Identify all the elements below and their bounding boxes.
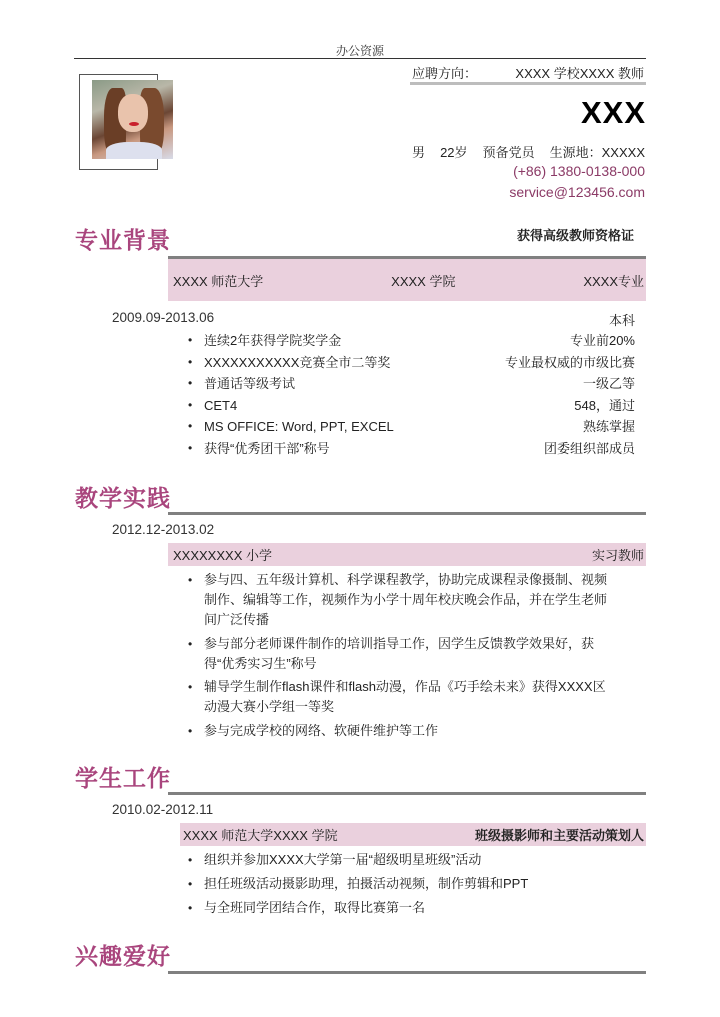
teaching-band	[168, 543, 646, 566]
email-address: service@123456.com	[509, 184, 645, 200]
list-item: • 担任班级活动摄影助理，拍摄活动视频，制作剪辑和PPT	[188, 872, 608, 896]
degree: 本科	[608, 313, 635, 328]
page-header: 办公资源	[335, 44, 384, 58]
teaching-org: XXXXXXXX 小学	[173, 548, 272, 563]
apply-label: 应聘方向：	[412, 66, 478, 81]
political-status: 预备党员	[482, 145, 535, 160]
section-title-education: 专业背景	[75, 227, 171, 253]
student-work-items	[188, 848, 608, 920]
photo-face	[118, 94, 148, 132]
photo-lips	[129, 122, 139, 126]
major-name: XXXX专业	[583, 273, 644, 289]
list-item: • 辅导学生制作flash课件和flash动漫，作品《巧手绘未来》获得XXXX区动漫大赛小学组一等奖	[188, 677, 608, 717]
personal-info	[412, 142, 645, 161]
education-band	[168, 259, 646, 301]
college-name: XXXX 学院	[391, 273, 456, 289]
section-title-student-work: 学生工作	[75, 765, 171, 791]
gender: 男	[412, 145, 426, 160]
list-item: • CET4	[188, 395, 488, 417]
list-item: • 参与四、五年级计算机、科学课程教学，协助完成课程录像摄制、视频制作、编辑等工作，视频作为小学十周年校庆晚会作品，并在学生老师间广泛传播	[188, 570, 608, 630]
list-item: • 连续2年获得学院奖学金	[188, 330, 488, 352]
school-name: XXXX 师范大学	[173, 273, 264, 289]
section-title-teaching: 教学实践	[75, 485, 171, 511]
achievement-note: 专业前20%	[569, 333, 635, 348]
list-item: • 组织并参加XXXX大学第一届“超级明星班级”活动	[188, 848, 608, 872]
certificate: 获得高级教师资格证	[516, 228, 634, 243]
student-work-org: XXXX 师范大学XXXX 学院	[183, 828, 338, 843]
list-item: • XXXXXXXXXXX竞赛全市二等奖	[188, 352, 488, 374]
list-item: • 参与部分老师课件制作的培训指导工作，因学生反馈教学效果好，获得“优秀实习生”称号	[188, 634, 608, 674]
list-item: • MS OFFICE: Word, PPT, EXCEL	[188, 416, 488, 438]
origin: 生源地：XXXXX	[549, 145, 645, 160]
teaching-items	[188, 570, 608, 744]
achievement-note: 团委组织部成员	[543, 440, 635, 456]
candidate-name: XXX	[580, 95, 646, 130]
student-work-band	[180, 823, 646, 846]
list-item: • 与全班同学团结合作，取得比赛第一名	[188, 896, 608, 920]
education-achievement-notes	[395, 330, 635, 459]
section-title-hobbies: 兴趣爱好	[75, 943, 171, 969]
teaching-role: 实习教师	[591, 548, 644, 563]
achievement-note: 一级乙等	[582, 376, 635, 391]
achievement-note: 专业最权威的市级比赛	[504, 354, 635, 370]
profile-photo	[92, 80, 173, 159]
achievement-note: 548，通过	[574, 397, 635, 413]
apply-divider	[410, 82, 646, 85]
section-rule-student-work	[168, 792, 646, 795]
student-work-role: 班级摄影师和主要活动策划人	[474, 828, 644, 843]
section-rule-hobbies	[168, 971, 646, 974]
apply-value: XXXX 学校XXXX 教师	[515, 66, 644, 81]
achievement-note: 熟练掌握	[582, 419, 635, 434]
education-date: 2009.09-2013.06	[112, 310, 215, 325]
list-item: • 参与完成学校的网络、软硬件维护等工作	[188, 721, 608, 741]
age: 22岁	[440, 145, 468, 160]
photo-shirt	[106, 142, 162, 159]
teaching-date: 2012.12-2013.02	[112, 522, 215, 537]
phone-number: (+86) 1380-0138-000	[513, 163, 645, 179]
list-item: • 普通话等级考试	[188, 373, 488, 395]
list-item: • 获得“优秀团干部”称号	[188, 438, 488, 460]
header-divider	[74, 58, 646, 59]
section-rule-teaching	[168, 512, 646, 515]
student-work-date: 2010.02-2012.11	[112, 802, 214, 817]
apply-direction	[412, 63, 644, 82]
